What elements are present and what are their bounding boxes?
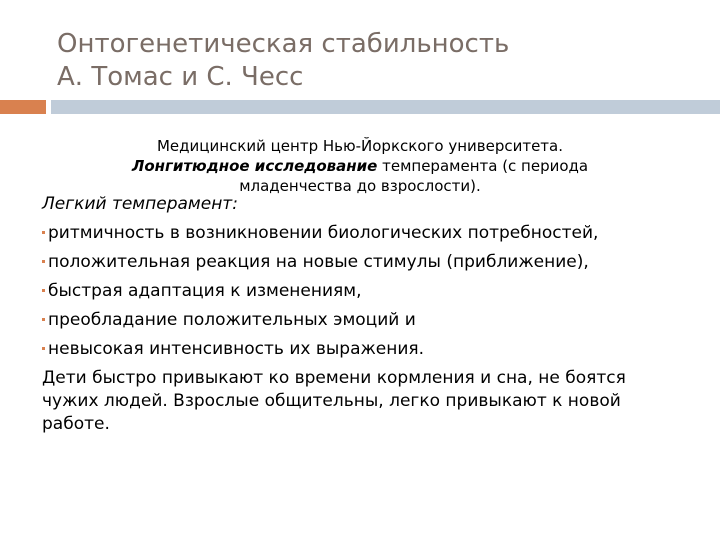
intro-line-2	[70, 156, 650, 176]
bullet-icon	[42, 318, 45, 321]
slide-title	[57, 28, 697, 94]
list-item-text: быстрая адаптация к изменениям,	[48, 281, 362, 301]
intro-bold-term: Лонгитюдное исследование	[131, 157, 378, 175]
title-divider	[0, 100, 720, 114]
list-item-text: невысокая интенсивность их выражения.	[48, 339, 425, 359]
list-item	[42, 338, 682, 361]
list-item-text: положительная реакция на новые стимулы (приближение),	[48, 252, 589, 272]
intro-paragraph	[70, 136, 650, 196]
intro-line-2-rest: темперамента (с периода	[377, 157, 589, 175]
list-item	[42, 222, 682, 245]
list-item-text: ритмичность в возникновении биологических потребностей,	[48, 223, 599, 243]
bullet-list	[42, 222, 682, 361]
summary-paragraph: Дети быстро привыкают ко времени кормления и сна, не боятся чужих людей. Взрослые общительны, легко привыкают к новой работе.	[42, 368, 626, 434]
bullet-icon	[42, 289, 45, 292]
slide-title-line-2: А. Томас и С. Чесс	[57, 62, 304, 92]
list-item	[42, 280, 682, 303]
body-subtitle: Легкий темперамент:	[42, 194, 238, 214]
slide-title-line-1: Онтогенетическая стабильность	[57, 29, 510, 59]
slide-body	[42, 193, 682, 436]
bullet-icon	[42, 347, 45, 350]
list-item	[42, 251, 682, 274]
bullet-icon	[42, 231, 45, 234]
divider-accent-block	[0, 100, 46, 114]
divider-bar	[51, 100, 720, 114]
list-item-text: преобладание положительных эмоций и	[48, 310, 416, 330]
intro-line-3: младенчества до взрослости).	[239, 177, 481, 195]
intro-line-1: Медицинский центр Нью-Йоркского университета.	[156, 137, 564, 155]
list-item	[42, 309, 682, 332]
bullet-icon	[42, 260, 45, 263]
